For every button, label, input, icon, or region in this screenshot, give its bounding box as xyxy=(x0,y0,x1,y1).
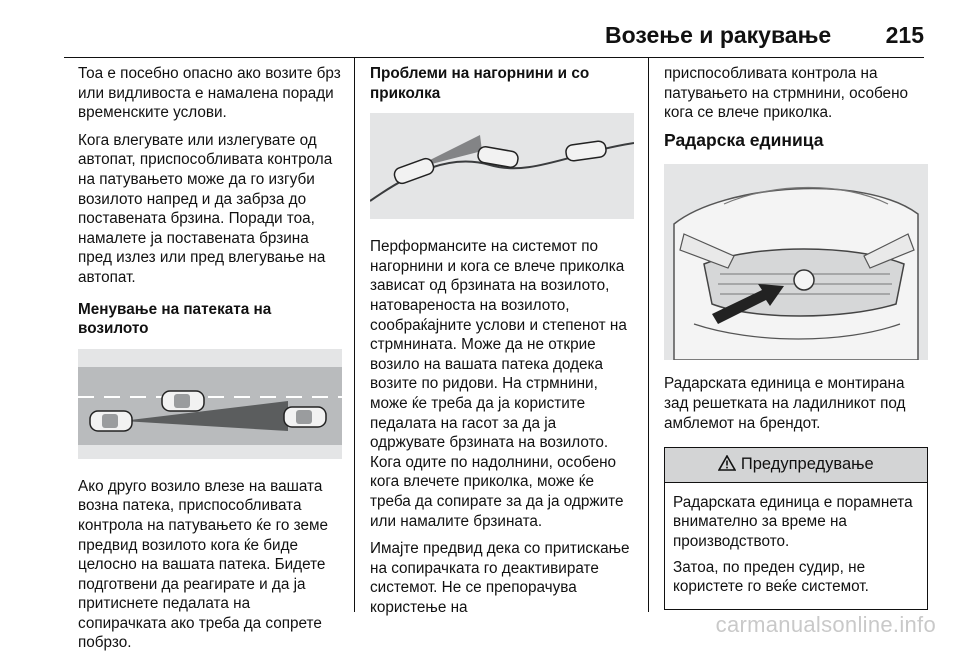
paragraph: Тоа е посебно опасно ако возите брз или видливоста е намалена поради временските услови. xyxy=(78,65,341,122)
subheading-lane-change: Менување на патеката на возилото xyxy=(78,300,272,338)
paragraph: Ако друго возило влезе на вашата возна патека, приспособливата контрола на патувањето ќе го земе предвид возилото кога ќе биде целосно на вашата патека. Бидете подготвени да реагирате и да ја притиснете педалата на сопирачката ако треба да сопрете побрзо. xyxy=(78,477,328,652)
lane-change-illustration xyxy=(78,349,342,459)
paragraph: Радарската единица е монтирана зад решетката на ладилникот под амблемот на брендот. xyxy=(664,375,906,432)
warning-text: Затоа, по преден судир, не користете го веќе системот. xyxy=(673,558,869,596)
paragraph: Кога влегувате или излегувате од автопат, приспособливата контрола на патувањето може да го изгуби возилото напред и да забрза до поставената брзина. Поради тоа, намалете ја поставената брзина пред излез или пред влегување на автопат. xyxy=(78,131,333,286)
warning-triangle-icon xyxy=(718,455,736,471)
paragraph: Имајте предвид дека со притискање на сопирачката го деактивирате системот. Не се препорачува користење на xyxy=(370,540,630,616)
paragraph: приспособливата контрола на патувањето на стрмнини, особено кога се влече приколка. xyxy=(664,65,909,122)
column-2 xyxy=(370,64,634,625)
radar-illustration xyxy=(664,164,928,360)
car-own xyxy=(90,411,132,431)
lane-change-graphic xyxy=(78,349,342,459)
page-header xyxy=(0,22,924,49)
warning-box xyxy=(664,447,928,610)
warning-body xyxy=(665,483,927,609)
warning-text: Радарската единица е порамнета внимателно за време на производството. xyxy=(673,493,913,550)
paragraph: Перформансите на системот по нагорнини и кога се влече приколка зависат од брзината на возилото, натовареноста на возилото, сообраќајните услови и степенот на стрмнината. Може да не открие возило на вашата патека додека возите по ридови. На стрмнини, може ќе треба да ја користите педалата на гасот за да ја одржувате брзината на возилото. Кога одите по надолнини, особено кога влечете приколка, може ќе треба да сопирате за да ја одржите или намалите брзината. xyxy=(370,238,627,530)
car-merging xyxy=(162,391,204,411)
brand-emblem-icon xyxy=(794,270,814,290)
car-front-graphic xyxy=(664,164,928,360)
warning-title: Предупредување xyxy=(740,455,874,474)
subheading-hills-trailer: Проблеми на нагорнини и со приколка xyxy=(370,65,590,102)
column-divider-1 xyxy=(354,58,355,612)
car-ahead xyxy=(284,407,326,427)
header-rule xyxy=(64,57,924,58)
warning-header xyxy=(665,448,927,483)
heading-radar-unit: Радарска единица xyxy=(664,129,824,150)
column-3 xyxy=(664,64,928,610)
hill-graphic xyxy=(370,113,634,219)
column-divider-2 xyxy=(648,58,649,612)
page-number: 215 xyxy=(885,22,924,48)
section-title: Возење и ракување xyxy=(604,22,832,48)
column-1 xyxy=(78,64,342,661)
hill-illustration xyxy=(370,113,634,219)
watermark: carmanualsonline.info xyxy=(715,612,936,637)
